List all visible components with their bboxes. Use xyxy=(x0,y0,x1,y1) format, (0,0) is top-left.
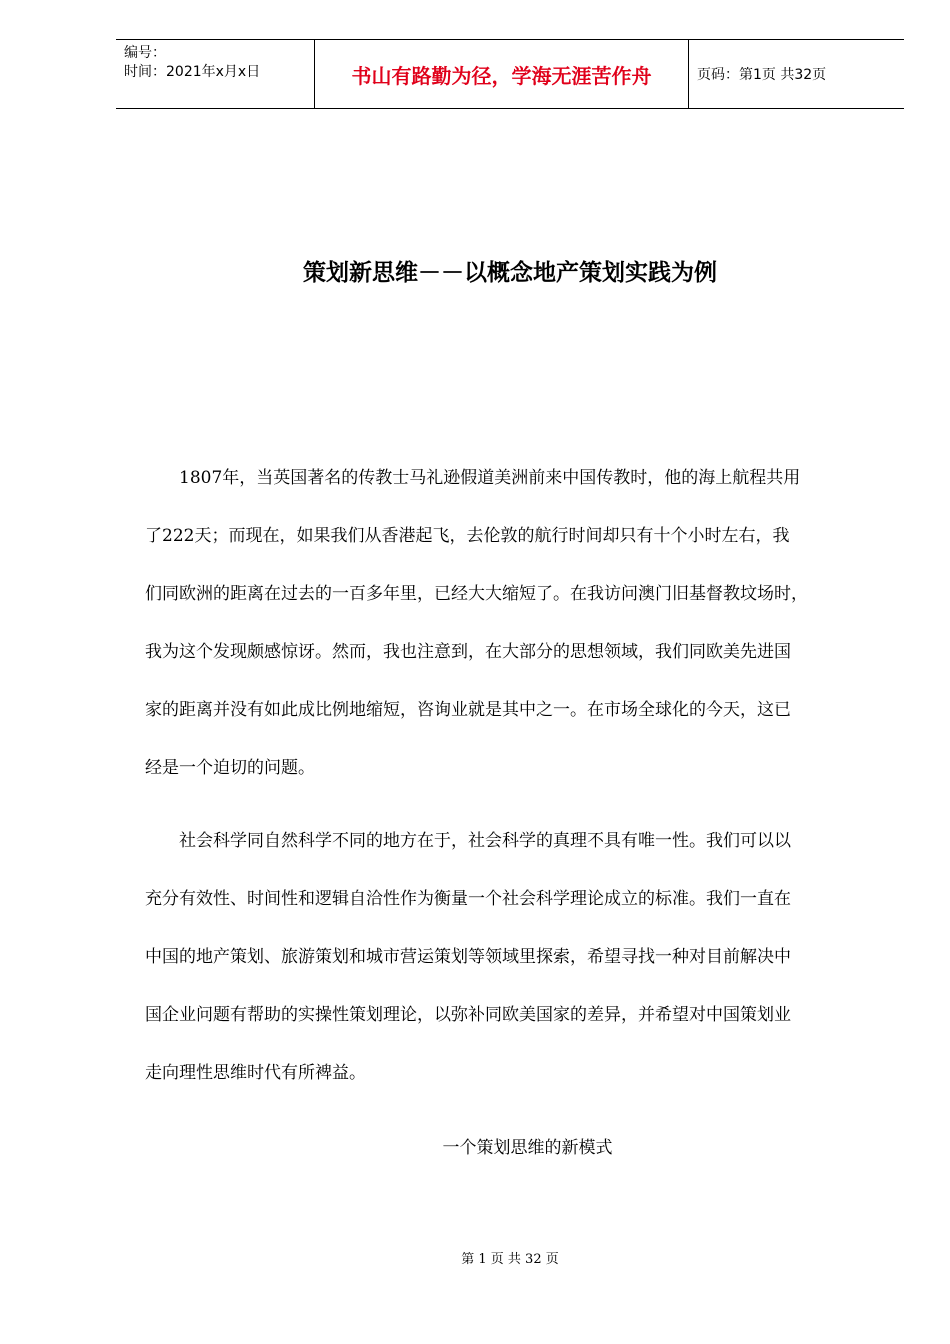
paragraph-1 xyxy=(145,449,890,797)
paragraph-line: 了222天；而现在，如果我们从香港起飞，去伦敦的航行时间却只有十个小时左右，我 xyxy=(145,526,790,546)
section-subheading: 一个策划思维的新模式 xyxy=(442,1138,613,1158)
header-meta-cell xyxy=(116,40,315,108)
paragraph-line: 充分有效性、时间性和逻辑自洽性作为衡量一个社会科学理论成立的标准。我们一直在 xyxy=(145,889,791,909)
header-page-info: 页码：第1页 共32页 xyxy=(697,67,827,83)
paragraph-line: 中国的地产策划、旅游策划和城市营运策划等领域里探索，希望寻找一种对目前解决中 xyxy=(145,947,791,967)
paragraph-line: 国企业问题有帮助的实操性策划理论，以弥补同欧美国家的差异，并希望对中国策划业 xyxy=(145,1005,791,1025)
paragraph-2 xyxy=(145,812,890,1102)
document-title: 策划新思维－－以概念地产策划实践为例 xyxy=(303,260,717,286)
page-footer: 第 1 页 共 32 页 xyxy=(461,1252,559,1267)
paragraph-line: 我为这个发现颇感惊讶。然而，我也注意到，在大部分的思想领域，我们同欧美先进国 xyxy=(145,642,791,662)
header-motto: 书山有路勤为径，学海无涯苦作舟 xyxy=(315,40,689,108)
page-header xyxy=(116,39,904,109)
paragraph-line: 经是一个迫切的问题。 xyxy=(145,758,315,778)
date-label: 时间：2021年x月x日 xyxy=(124,64,261,80)
paragraph-line: 家的距离并没有如此成比例地缩短，咨询业就是其中之一。在市场全球化的今天，这已 xyxy=(145,700,791,720)
paragraph-line: 社会科学同自然科学不同的地方在于，社会科学的真理不具有唯一性。我们可以以 xyxy=(145,831,791,851)
paragraph-line: 们同欧洲的距离在过去的一百多年里，已经大大缩短了。在我访问澳门旧基督教坟场时， xyxy=(145,584,808,604)
serial-number-label: 编号： xyxy=(124,45,166,61)
paragraph-line: 1807年，当英国著名的传教士马礼逊假道美洲前来中国传教时，他的海上航程共用 xyxy=(145,468,801,488)
paragraph-line: 走向理性思维时代有所裨益。 xyxy=(145,1063,366,1083)
